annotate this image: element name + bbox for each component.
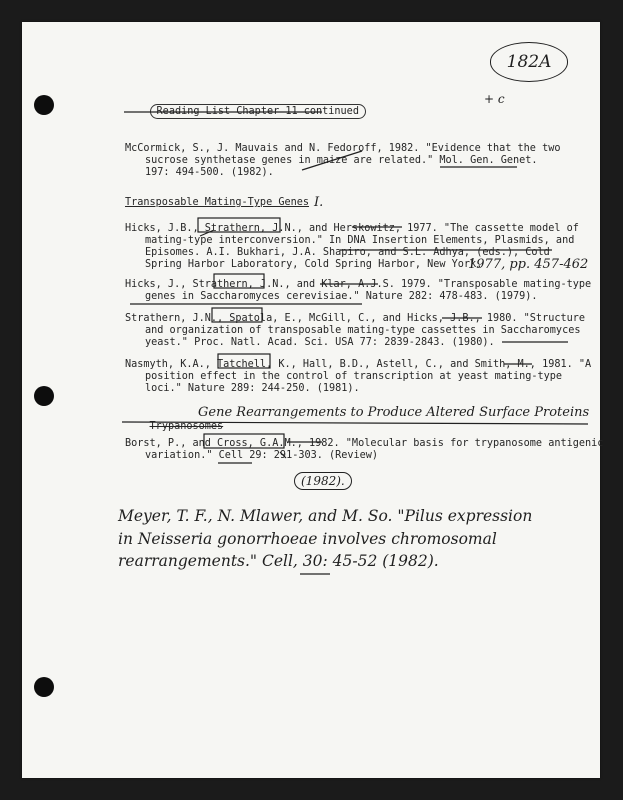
reference-line: McCormick, S., J. Mauvais and N. Fedoroff, 1982. "Evidence that the two — [125, 143, 561, 154]
section-mark: I. — [314, 195, 324, 210]
handwritten-line: rearrangements." Cell, 30: 45-52 (1982). — [118, 552, 439, 570]
reference-line: and organization of transposable mating-type cassettes in Saccharomyces — [145, 325, 581, 336]
reference-line: loci." Nature 289: 244-250. (1981). — [145, 383, 360, 394]
page-number: 182A — [506, 52, 552, 72]
header-title: Reading List Chapter 11 continued — [150, 104, 366, 119]
year-annotation: (1982). — [294, 472, 352, 490]
strike-mark — [302, 151, 362, 170]
reference-line: mating-type interconversion." In DNA Insertion Elements, Plasmids, and — [145, 235, 575, 246]
handwritten-note: 1977, pp. 457-462 — [468, 257, 589, 272]
reference-line: Nasmyth, K.A., Tatchell, K., Hall, B.D., Astell, C., and Smith, M., 1981. "A — [125, 359, 592, 370]
reference-line: yeast." Proc. Natl. Acad. Sci. USA 77: 2839-2843. (1980). — [145, 337, 495, 348]
reference-line: sucrose synthetase genes in maize are related." Mol. Gen. Genet. — [145, 155, 538, 166]
handwritten-line: in Neisseria gonorrhoeae involves chromosomal — [118, 530, 497, 548]
struck-heading: Trypanosomes — [149, 421, 224, 432]
corner-mark: + c — [484, 92, 505, 106]
reference-line: Episomes. A.I. Bukhari, J.A. Shapiro, and S.L. Adhya, (eds.), Cold — [145, 247, 550, 258]
reference-line: Hicks, J.B., Strathern, J.N., and Herskowitz, 1977. "The cassette model of — [125, 223, 579, 234]
reference-line: Hicks, J., Strathern, J.N., and Klar, A.J.S. 1979. "Transposable mating-type — [125, 279, 592, 290]
caret-mark — [200, 230, 286, 458]
reference-line: variation." Cell 29: 291-303. (Review) — [145, 450, 379, 461]
reference-line: Spring Harbor Laboratory, Cold Spring Harbor, New York. — [145, 259, 483, 270]
document-page — [22, 22, 604, 778]
handwritten-line: Meyer, T. F., N. Mlawer, and M. So. "Pilus expression — [118, 507, 533, 525]
name-box — [198, 218, 280, 232]
reference-line: Borst, P., and Cross, G.A.M., 1982. "Molecular basis for trypanosome antigenic — [125, 438, 604, 449]
section-heading-handwritten: Gene Rearrangements to Produce Altered Surface Proteins — [198, 405, 590, 420]
pen-annotations — [22, 22, 600, 778]
reference-line: Strathern, J.N., Spatola, E., McGill, C., and Hicks, J.B., 1980. "Structure — [125, 313, 586, 324]
name-box — [204, 434, 284, 448]
reference-line: position effect in the control of transcription at yeast mating-type — [145, 371, 563, 382]
reference-line: 197: 494-500. (1982). — [145, 167, 274, 178]
section-heading: Transposable Mating-Type Genes — [125, 197, 310, 208]
name-box — [218, 354, 270, 368]
name-box — [214, 274, 264, 288]
reference-line: genes in Saccharomyces cerevisiae." Nature 282: 478-483. (1979). — [145, 291, 538, 302]
section-rule — [122, 422, 588, 424]
name-box — [212, 308, 262, 322]
